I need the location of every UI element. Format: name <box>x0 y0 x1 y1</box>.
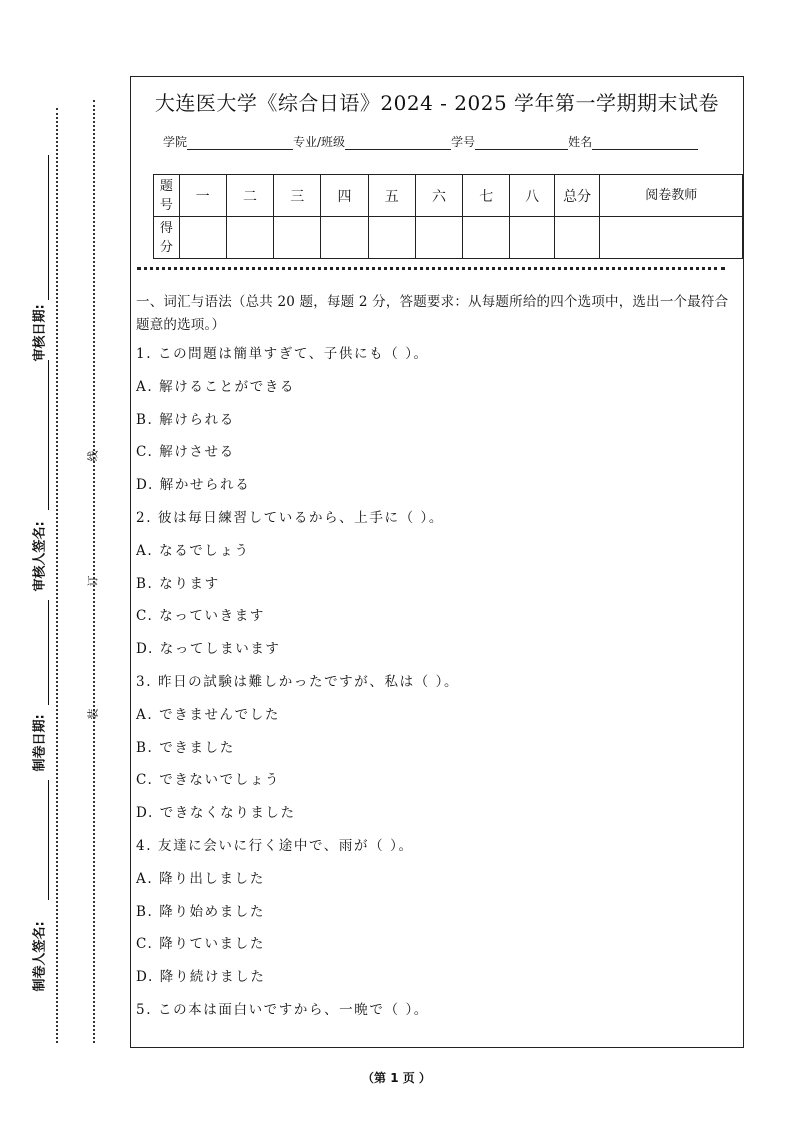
reviewer-signature-label: 审核人签名: <box>32 521 48 592</box>
reviewer-signature-line <box>48 360 49 510</box>
option-line: C. 解けさせる <box>136 444 235 461</box>
field-id-label: 学号 <box>451 135 476 149</box>
score-cell-total[interactable] <box>554 217 599 259</box>
field-id-input[interactable] <box>475 135 568 150</box>
page-number: （第 1 页 ） <box>362 1071 431 1085</box>
bind-char-xian: 线 <box>86 450 100 462</box>
question-line: 1. この問題は簡単すぎて、子供にも（ ）。 <box>136 346 429 362</box>
option-line: B. なります <box>136 575 220 592</box>
question-line: 4. 友達に会いに行く途中で、雨が（ ）。 <box>136 837 414 854</box>
option-line: C. なっていきます <box>136 608 265 625</box>
maker-signature-line <box>48 780 49 900</box>
score-cell-2[interactable] <box>226 217 273 259</box>
question-line: 3. 昨日の試験は難しかったですが、私は（ ）。 <box>136 673 460 690</box>
score-col-2: 二 <box>226 175 273 217</box>
option-line: B. できました <box>136 739 235 756</box>
score-cell-7[interactable] <box>463 217 510 259</box>
score-col-4: 四 <box>321 175 368 217</box>
score-col-3: 三 <box>274 175 321 217</box>
exam-frame <box>130 76 744 1048</box>
field-name-input[interactable] <box>592 135 698 150</box>
making-date-line <box>48 600 49 705</box>
option-line: A. なるでしょう <box>136 542 250 559</box>
bind-char-zhuang: 装 <box>86 708 100 720</box>
score-header-label: 题号 <box>154 175 180 217</box>
question-line: 5. この本は面白いですから、一晩で（ ）。 <box>136 1001 429 1018</box>
score-cell-3[interactable] <box>274 217 321 259</box>
score-cell-5[interactable] <box>368 217 415 259</box>
option-line: D. 解かせられる <box>136 477 251 494</box>
score-col-7: 七 <box>463 175 510 217</box>
dotted-separator <box>137 267 725 270</box>
student-info-row <box>163 133 698 150</box>
score-col-total: 总分 <box>554 175 599 217</box>
option-line: D. できなくなりました <box>136 805 296 822</box>
score-cell-6[interactable] <box>415 217 462 259</box>
field-name-label: 姓名 <box>568 135 593 149</box>
score-col-5: 五 <box>368 175 415 217</box>
bind-char-ding: 订 <box>86 575 100 587</box>
option-line: D. 降り続けました <box>136 969 266 986</box>
option-line: C. 降りていました <box>136 936 265 953</box>
dotted-line-outer <box>56 108 58 1043</box>
review-date-line <box>48 155 49 300</box>
score-cell-1[interactable] <box>179 217 226 259</box>
field-college-label: 学院 <box>163 135 188 149</box>
making-date-label: 制卷日期: <box>32 714 48 772</box>
option-line: D. なってしまいます <box>136 641 281 658</box>
option-line: B. 降り始めました <box>136 903 266 920</box>
question-line: 2. 彼は毎日練習しているから、上手に（ ）。 <box>136 509 445 526</box>
score-col-grader: 阅卷教师 <box>600 175 743 217</box>
score-row-label: 得分 <box>154 217 180 259</box>
option-line: B. 解けられる <box>136 411 235 428</box>
score-cell-grader[interactable] <box>600 217 743 259</box>
score-cell-8[interactable] <box>510 217 555 259</box>
section-intro: 一、词汇与语法（总共 20 题，每题 2 分，答题要求：从每题所给的四个选项中，选出一个最符合题意的选项。） <box>136 294 729 333</box>
section-content <box>136 291 736 1033</box>
option-line: A. できませんでした <box>136 706 280 723</box>
dotted-line-inner <box>93 100 95 1043</box>
field-college-input[interactable] <box>187 135 293 150</box>
option-line: C. できないでしょう <box>136 772 281 789</box>
option-line: A. 降り出しました <box>136 870 265 887</box>
option-line: A. 解けることができる <box>136 378 296 395</box>
score-table <box>153 174 743 259</box>
score-col-1: 一 <box>179 175 226 217</box>
field-major-label: 专业/班级 <box>293 135 346 149</box>
review-date-label: 审核日期: <box>32 304 48 362</box>
field-major-input[interactable] <box>345 135 451 150</box>
exam-title: 大连医大学《综合日语》2024 - 2025 学年第一学期期末试卷 <box>154 91 720 115</box>
score-cell-4[interactable] <box>321 217 368 259</box>
score-col-8: 八 <box>510 175 555 217</box>
score-col-6: 六 <box>415 175 462 217</box>
maker-signature-label: 制卷人签名: <box>32 921 48 992</box>
